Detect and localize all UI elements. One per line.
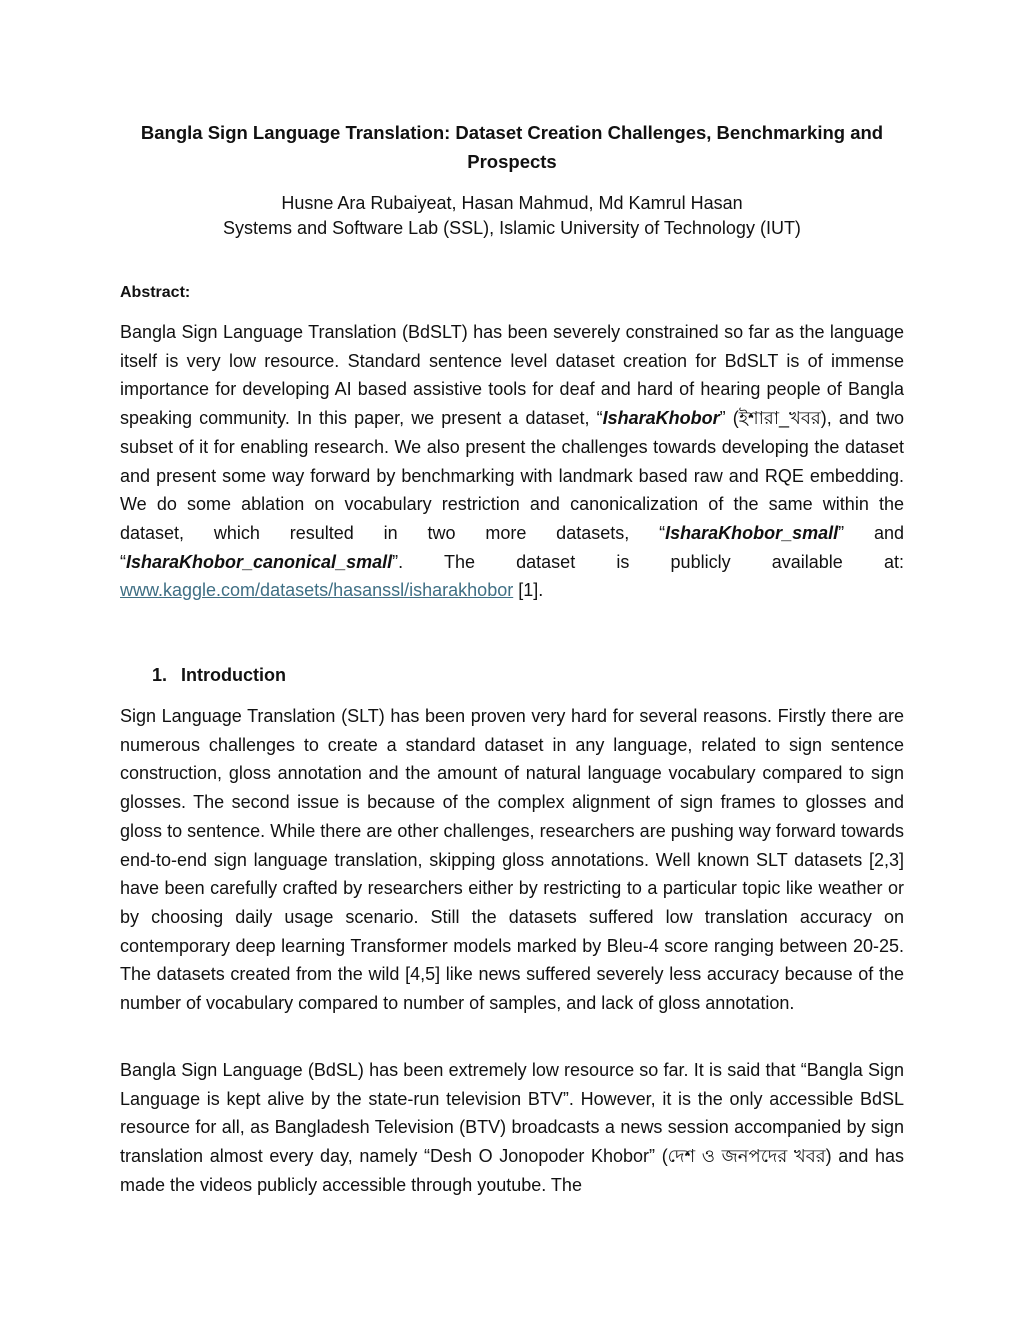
author-affiliation: Systems and Software Lab (SSL), Islamic University of Technology (IUT) <box>223 218 801 238</box>
abstract-text-1: Bangla Sign Language Translation (BdSLT) has been severely constrained so far as the language itself is very low resource. Standard sentence level dataset creation for BdSLT is of immense importance for developing AI based assistive tools for deaf and hard of hearing people of Bangla speaking community. In this paper, we present a dataset, “ <box>120 322 904 429</box>
abstract-text-4: ”. The dataset is publicly available at: <box>392 551 904 572</box>
introduction-paragraph-1: Sign Language Translation (SLT) has been proven very hard for several reasons. Firstly there are numerous challenges to create a standard dataset in any language, related to sign sentence construction, gloss annotation and the amount of natural language vocabulary compared to sign glosses. The second issue is because of the complex alignment of sign frames to glosses and gloss to sentence. While there are other challenges, researchers are pushing way forward towards end-to-end sign language translation, skipping gloss annotations. Well known SLT datasets [2,3] have been carefully crafted by researchers either by restricting to a particular topic like weather or by choosing daily usage scenario. Still the datasets suffered low translation accuracy on contemporary deep learning Transformer models marked by Bleu-4 score ranging between 20-25. The datasets created from the wild [4,5] like news suffered severely less accuracy because of the number of vocabulary compared to number of samples, and lack of gloss annotation. <box>120 706 904 1014</box>
paper-title: Bangla Sign Language Translation: Dataset Creation Challenges, Benchmarking and Prospects <box>140 122 884 172</box>
author-names: Husne Ara Rubaiyeat, Hasan Mahmud, Md Kamrul Hasan <box>281 193 743 213</box>
author-block <box>120 191 904 241</box>
abstract-text-2: ” (ইশারা_খবর), and two subset of it for enabling research. We also present the challenges towards developing the dataset and present some way forward by benchmarking with landmark based raw and RQE embedding. We do some ablation on vocabulary restriction and canonicalization of the same within the dataset, which resulted in two more datasets, “ <box>120 408 904 543</box>
dataset-link[interactable]: www.kaggle.com/datasets/hasanssl/isharakhobor <box>120 580 514 601</box>
abstract-heading: Abstract: <box>120 284 191 301</box>
dataset-canonical-name: IsharaKhobor_canonical_small <box>126 551 393 572</box>
introduction-heading <box>152 663 286 687</box>
dataset-name: IsharaKhobor <box>602 408 720 429</box>
introduction-paragraph-2: Bangla Sign Language (BdSL) has been extremely low resource so far. It is said that “Bangla Sign Language is kept alive by the state-run television BTV”. However, it is the only accessible BdSL resource for all, as Bangladesh Television (BTV) broadcasts a news session accompanied by sign translation almost every day, namely “Desh O Jonopoder Khobor” (দেশ ও জনপদের খবর) and has made the videos publicly accessible through youtube. The <box>120 1060 904 1195</box>
dataset-small-name: IsharaKhobor_small <box>665 522 839 543</box>
section-title: Introduction <box>181 665 286 685</box>
abstract-text-3: ” and “ <box>120 522 904 572</box>
section-number: 1. <box>152 665 168 685</box>
abstract-text-5: [1]. <box>513 580 544 601</box>
abstract-paragraph <box>120 318 904 605</box>
